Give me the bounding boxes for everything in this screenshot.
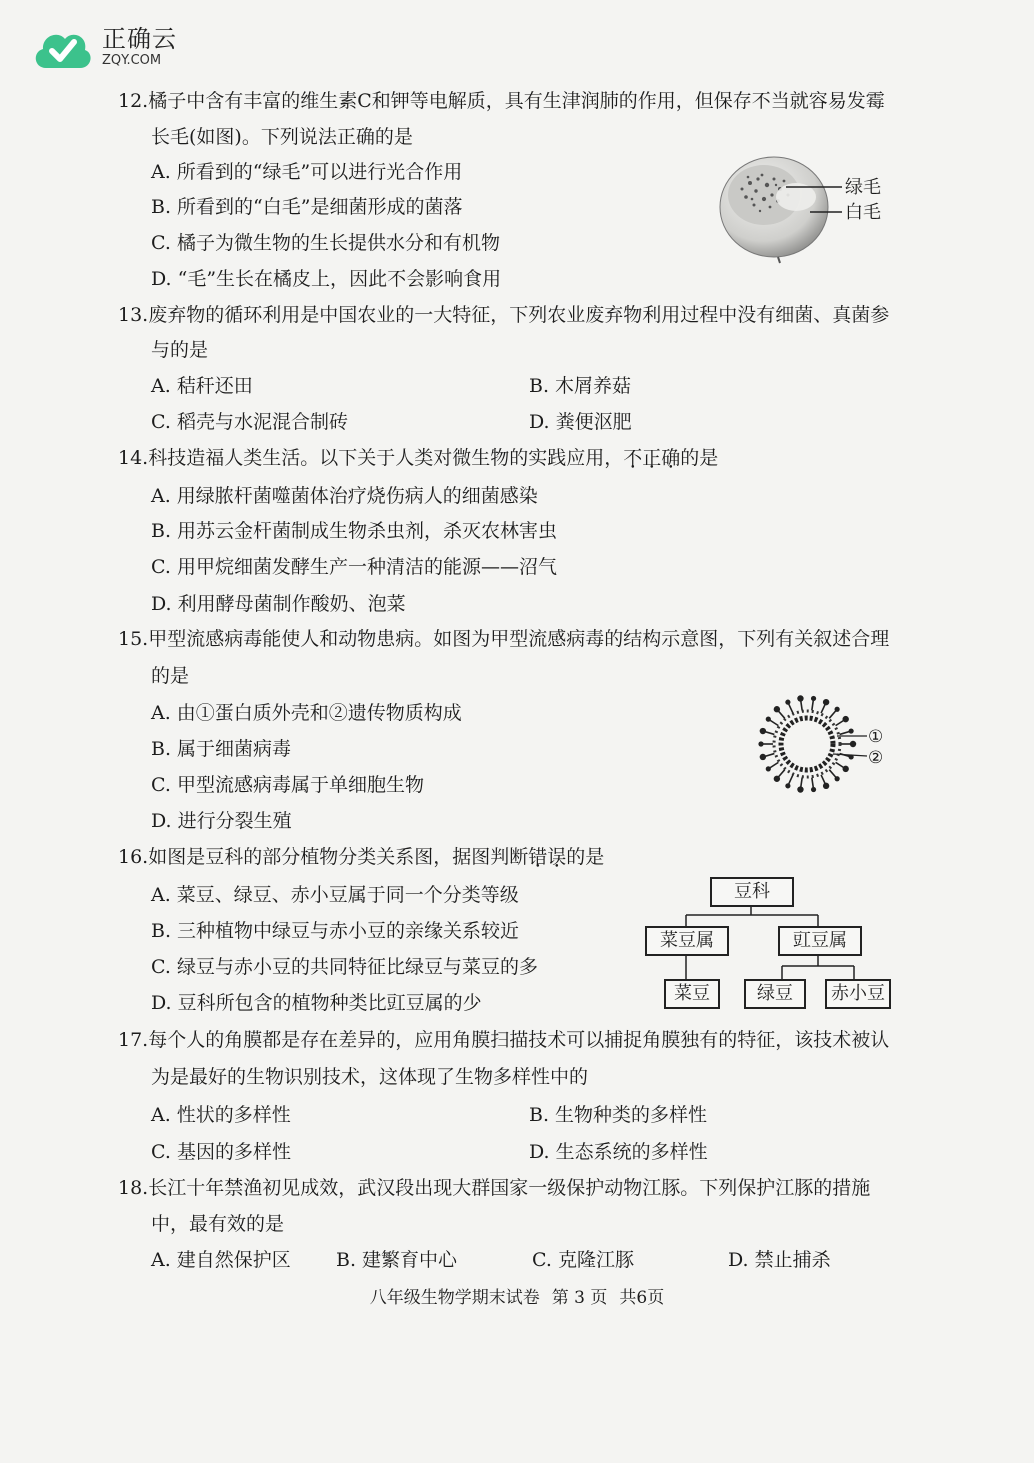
option-c: C. 用甲烷细菌发酵生产一种清洁的能源——沼气: [151, 556, 557, 578]
tree-node-family: 豆科: [710, 877, 794, 907]
emphasis-char: 不: [623, 447, 643, 469]
option-c: C. 甲型流感病毒属于单细胞生物: [151, 774, 424, 796]
question-stem: 如图是豆科的部分植物分类关系图，据图判断: [148, 846, 529, 868]
option-c: C. 稻壳与水泥混合制砖: [151, 411, 348, 433]
tree-node-genus-vigna: 豇豆属: [778, 926, 862, 956]
question-stem-cont: 与的是: [151, 339, 209, 361]
question-stem-cont: 长毛(如图)。下列说法正确的是: [151, 126, 413, 148]
cloud-check-icon: [30, 22, 94, 72]
question-stem: 废弃物的循环利用是中国农业的一大特征，下列农业废弃物利用过程中没有细菌、真菌参: [148, 304, 890, 326]
question-number: 17.: [118, 1029, 149, 1051]
option-d: D. 禁止捕杀: [728, 1249, 831, 1271]
tree-node-genus-phaseolus: 菜豆属: [645, 926, 729, 956]
tree-leaf-adzuki-bean: 赤小豆: [825, 979, 891, 1009]
page-footer: [0, 1283, 1034, 1308]
question-number: 16.: [118, 846, 149, 868]
question-number: 18.: [118, 1177, 149, 1199]
question-stem: 长江十年禁渔初见成效，武汉段出现大群国家一级保护动物江豚。下列保护江豚的措施: [148, 1177, 871, 1199]
logo-name: 正确云: [102, 25, 177, 53]
tree-leaf-mung-bean: 绿豆: [744, 979, 806, 1009]
option-c: C. 橘子为微生物的生长提供水分和有机物: [151, 232, 500, 254]
question-stem: 甲型流感病毒能使人和动物患病。如图为甲型流感病毒的结构示意图，下列有关叙述合理: [148, 628, 890, 650]
option-b: B. 建繁育中心: [336, 1249, 458, 1271]
question-stem-cont: 中，最有效的是: [151, 1213, 285, 1235]
option-a: A. 所看到的“绿毛”可以进行光合作用: [151, 161, 463, 183]
question-12: [118, 86, 885, 113]
option-d: D. 豆科所包含的植物种类比豇豆属的少: [151, 992, 482, 1014]
question-stem: 橘子中含有丰富的维生素C和钾等电解质，具有生津润肺的作用，但保存不当就容易发霉: [148, 90, 885, 112]
question-13: [118, 300, 889, 327]
option-c: C. 克隆江豚: [532, 1249, 634, 1271]
option-a: A. 秸秆还田: [151, 375, 253, 397]
emphasis-char: 误: [547, 846, 567, 868]
emphasis-char: 正: [642, 447, 662, 469]
legume-classification-tree: [640, 875, 900, 1010]
option-b: B. 生物种类的多样性: [529, 1104, 708, 1126]
option-b: B. 属于细菌病毒: [151, 738, 292, 760]
question-18: [118, 1173, 870, 1200]
footer-page: 第 3 页: [551, 1288, 608, 1308]
question-number: 12.: [118, 90, 149, 112]
influenza-virus-figure: [755, 692, 900, 797]
logo: [30, 22, 177, 72]
option-a: A. 建自然保护区: [151, 1249, 291, 1271]
option-d: D. “毛”生长在橘皮上，因此不会影响食用: [151, 268, 502, 290]
question-stem-cont: 为是最好的生物识别技术，这体现了生物多样性中的: [151, 1066, 589, 1088]
option-b: B. 所看到的“白毛”是细菌形成的菌落: [151, 196, 463, 218]
option-b: B. 用苏云金杆菌制成生物杀虫剂，杀灭农林害虫: [151, 520, 558, 542]
logo-url: ZQY.COM: [102, 53, 162, 68]
label-white-mold: 白毛: [845, 202, 881, 223]
question-15: [118, 624, 889, 651]
emphasis-char: 确: [661, 447, 681, 469]
question-stem: 每个人的角膜都是存在差异的，应用角膜扫描技术可以捕捉角膜独有的特征，该技术被认: [148, 1029, 890, 1051]
option-d: D. 粪便沤肥: [529, 411, 632, 433]
footer-total: 共6页: [619, 1288, 665, 1308]
option-a: A. 菜豆、绿豆、赤小豆属于同一个分类等级: [151, 884, 519, 906]
question-17: [118, 1025, 889, 1052]
option-a: A. 用绿脓杆菌噬菌体治疗烧伤病人的细菌感染: [151, 485, 538, 507]
tree-leaf-kidney-bean: 菜豆: [664, 979, 720, 1009]
label-protein-coat: ①: [868, 727, 884, 747]
question-stem-end: 的是: [566, 846, 605, 868]
question-number: 13.: [118, 304, 149, 326]
moldy-orange-figure: [712, 155, 902, 265]
option-b: B. 木屑养菇: [529, 375, 632, 397]
question-16: [118, 842, 604, 869]
question-14: [118, 443, 718, 470]
option-c: C. 基因的多样性: [151, 1141, 291, 1163]
footer-title: 八年级生物学期末试卷: [369, 1288, 540, 1308]
label-genetic-material: ②: [868, 748, 884, 768]
option-a: A. 性状的多样性: [151, 1104, 291, 1126]
question-stem-end: 的是: [680, 447, 719, 469]
question-number: 14.: [118, 447, 149, 469]
option-a: A. 由①蛋白质外壳和②遗传物质构成: [151, 702, 462, 724]
option-d: D. 生态系统的多样性: [529, 1141, 708, 1163]
emphasis-char: 错: [528, 846, 548, 868]
label-green-mold: 绿毛: [845, 177, 881, 198]
question-number: 15.: [118, 628, 149, 650]
option-d: D. 利用酵母菌制作酸奶、泡菜: [151, 593, 406, 615]
question-stem-cont: 的是: [151, 665, 190, 687]
option-b: B. 三种植物中绿豆与赤小豆的亲缘关系较近: [151, 920, 520, 942]
question-stem: 科技造福人类生活。以下关于人类对微生物的实践应用，: [148, 447, 624, 469]
option-c: C. 绿豆与赤小豆的共同特征比绿豆与菜豆的多: [151, 956, 538, 978]
option-d: D. 进行分裂生殖: [151, 810, 292, 832]
